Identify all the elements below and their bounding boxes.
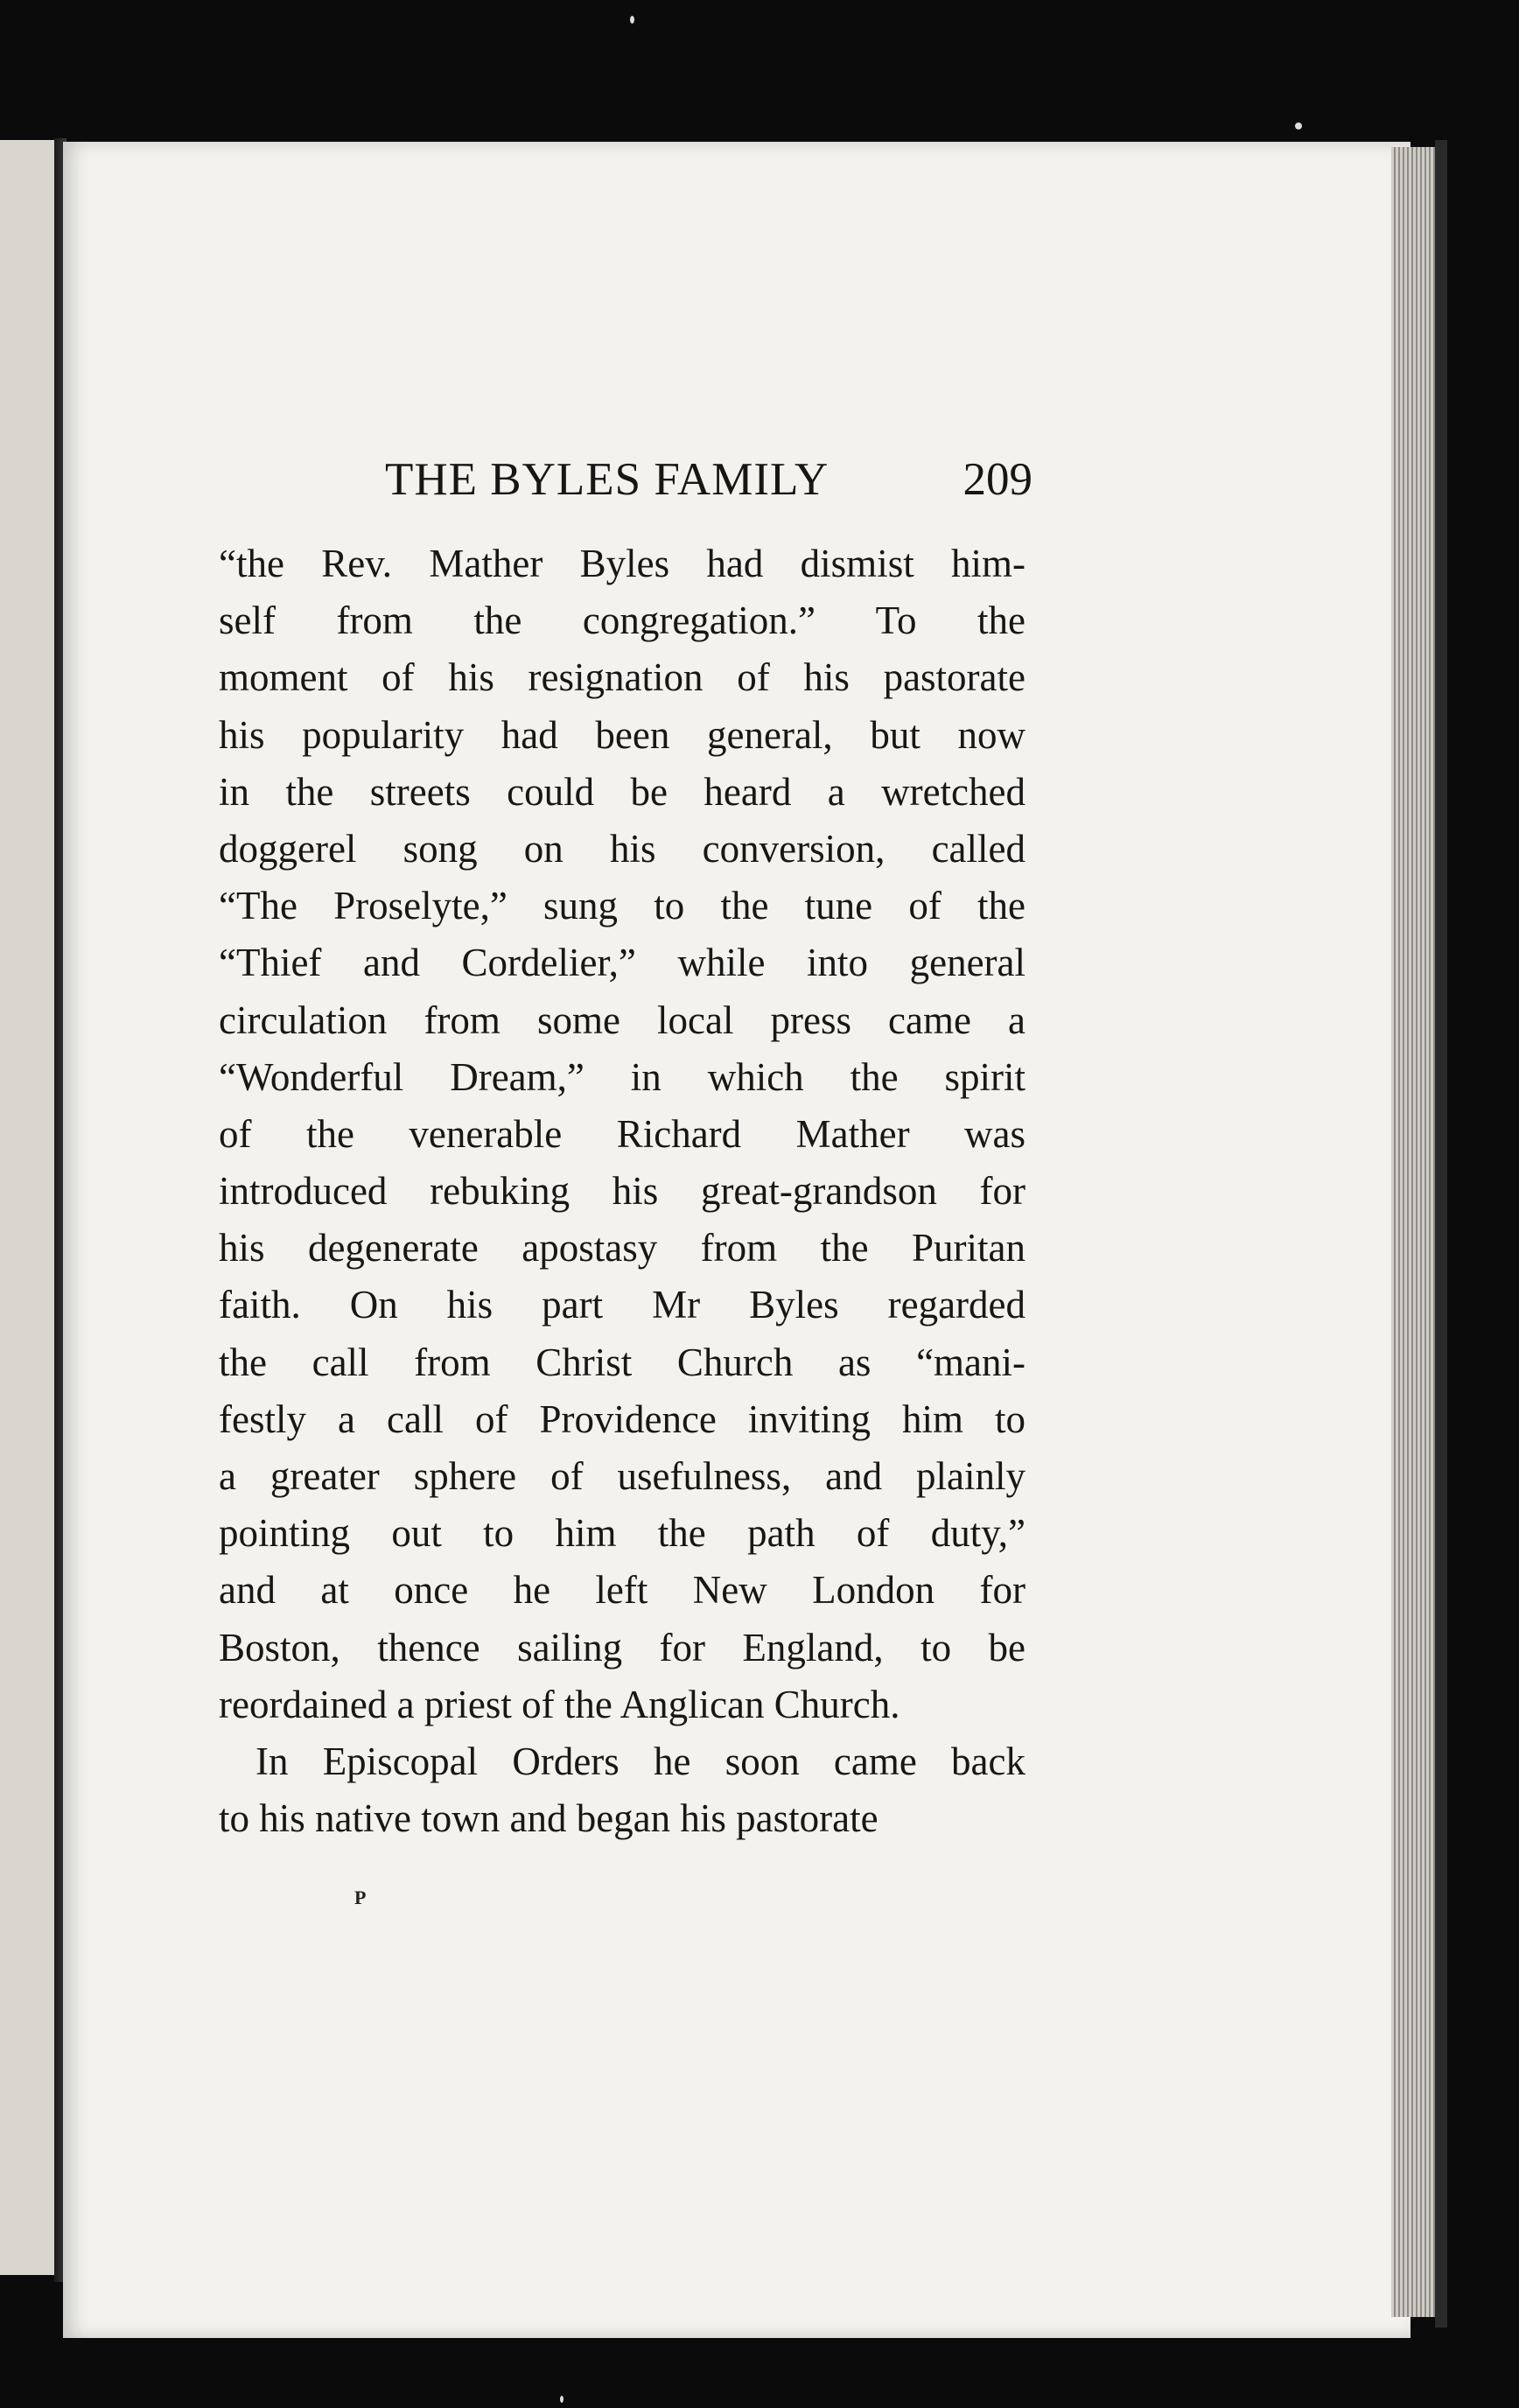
text-line: reordained a priest of the Anglican Church. [219, 1682, 900, 1726]
text-line: and at once he left New London for [219, 1568, 1026, 1613]
text-line: to his native town and began his pastorate [219, 1796, 878, 1841]
text-line: faith. On his part Mr Byles regarded [219, 1283, 1026, 1327]
text-line: his degenerate apostasy from the Puritan [219, 1226, 1026, 1270]
scan-speck [1295, 122, 1302, 130]
text-line: In Episcopal Orders he soon came back [256, 1739, 1026, 1783]
scan-speck [630, 16, 634, 24]
text-line: festly a call of Providence inviting him to [219, 1396, 1026, 1441]
body-text [219, 536, 1026, 1847]
text-line: “Thief and Cordelier,” while into general [219, 941, 1026, 985]
running-head [385, 453, 1032, 514]
text-line: Boston, thence sailing for England, to be [219, 1625, 1026, 1670]
text-line: self from the congregation.” To the [219, 598, 1026, 643]
text-line: “The Proselyte,” sung to the tune of the [219, 884, 1026, 928]
text-line: of the venerable Richard Mather was [219, 1111, 1026, 1156]
left-page-edge [0, 140, 57, 2275]
signature-mark: P [354, 1886, 367, 1908]
text-line: his popularity had been general, but now [219, 712, 1026, 757]
running-title: THE BYLES FAMILY [385, 454, 830, 505]
text-line: introduced rebuking his great-grandson for [219, 1169, 1026, 1214]
text-line: pointing out to him the path of duty,” [219, 1511, 1026, 1556]
text-line: circulation from some local press came a [219, 998, 1026, 1042]
text-line: moment of his resignation of his pastorate [219, 655, 1026, 700]
page-number: 209 [962, 454, 1032, 505]
text-line: “the Rev. Mather Byles had dismist him- [219, 542, 1026, 585]
text-line: in the streets could be heard a wretched [219, 769, 1026, 814]
scan-speck [560, 2396, 564, 2403]
text-line: a greater sphere of usefulness, and plainly [219, 1454, 1026, 1498]
text-line: doggerel song on his conversion, called [219, 826, 1026, 871]
text-line: “Wonderful Dream,” in which the spirit [219, 1054, 1026, 1099]
text-line: the call from Christ Church as “mani- [219, 1340, 1026, 1384]
book-cover-edge [1435, 140, 1447, 2328]
